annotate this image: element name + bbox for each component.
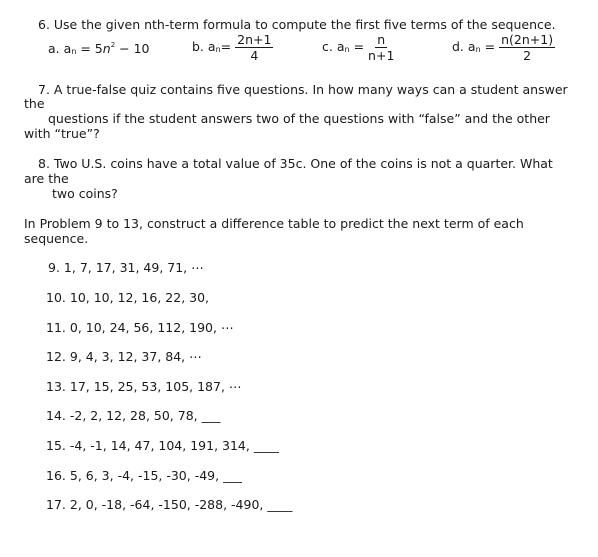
formula-b [192, 33, 273, 62]
problem-number: 13. [46, 379, 66, 394]
formula-d-numerator: n(2n+1) [501, 32, 554, 47]
problem-15 [46, 438, 279, 453]
formula-d-denominator: 2 [523, 48, 532, 64]
formula-a-a: a [63, 41, 72, 56]
formula-c-numerator: n [377, 32, 386, 47]
problem-number: 10. [46, 290, 66, 305]
problem-number: 9. [48, 260, 60, 275]
formula-a-exp: 2 [110, 41, 116, 49]
question-7-line-4: with “true”? [24, 126, 100, 141]
formula-b-sub: n [215, 45, 221, 55]
formula-c-denominator: n+1 [368, 48, 395, 64]
formula-a-rest: − 10 [115, 41, 150, 56]
formula-c-sub: n [344, 45, 350, 55]
instructions-line-2: sequence. [24, 231, 89, 246]
problem-sequence: 17, 15, 25, 53, 105, 187, ⋯ [69, 379, 242, 394]
problem-number: 12. [46, 349, 66, 364]
problem-11 [46, 320, 233, 335]
question-8-line-3: two coins? [52, 186, 118, 201]
formula-d-a: a [467, 39, 476, 55]
problem-sequence: 1, 7, 17, 31, 49, 71, ⋯ [63, 260, 204, 275]
problem-13 [46, 379, 241, 394]
formula-a-var: n [102, 41, 111, 56]
formula-b-a: a [207, 39, 216, 55]
problem-16 [46, 468, 242, 483]
problem-sequence: 2, 0, -18, -64, -150, -288, -490, ____ [69, 497, 293, 512]
formula-a-label: a. [48, 41, 60, 56]
formula-c [322, 33, 394, 62]
formula-c-label: c. [322, 39, 333, 55]
problem-14 [46, 408, 220, 423]
problem-sequence: 5, 6, 3, -4, -15, -30, -49, ___ [69, 468, 242, 483]
formula-c-eq: = [349, 39, 365, 55]
formula-d-sub: n [475, 45, 481, 55]
problem-number: 14. [46, 408, 66, 423]
instructions-line-1: In Problem 9 to 13, construct a difference table to predict the next term of each [24, 216, 524, 231]
question-6-prompt: 6. Use the given nth-term formula to compute the first five terms of the sequence. [38, 17, 556, 32]
question-7-line-3: questions if the student answers two of the questions with “false” and the other [48, 111, 550, 126]
formula-a-sub: n [71, 47, 77, 56]
problem-sequence: 0, 10, 24, 56, 112, 190, ⋯ [69, 320, 234, 335]
problem-number: 17. [46, 497, 66, 512]
formula-b-eq: = [220, 39, 232, 55]
formula-d-label: d. [452, 39, 464, 55]
question-8-line-1: 8. Two U.S. coins have a total value of 35c. One of the coins is not a quarter. What [38, 156, 553, 171]
problem-number: 11. [46, 320, 66, 335]
problem-sequence: -2, 2, 12, 28, 50, 78, ___ [69, 408, 221, 423]
problem-9 [48, 260, 204, 275]
formula-b-denominator: 4 [250, 48, 259, 64]
problem-17 [46, 497, 292, 512]
question-8-line-2: are the [24, 171, 69, 186]
formula-d-eq: = [480, 39, 496, 55]
formula-a [48, 41, 150, 56]
formula-d [452, 33, 555, 62]
problem-number: 15. [46, 438, 66, 453]
formula-c-fraction [368, 33, 394, 62]
problem-sequence: -4, -1, 14, 47, 104, 191, 314, ____ [69, 438, 279, 453]
formula-a-eq: = 5 [76, 41, 103, 56]
question-7-line-2: the [24, 96, 45, 111]
problem-sequence: 10, 10, 12, 16, 22, 30, [69, 290, 210, 305]
formula-b-fraction [235, 33, 273, 62]
formula-c-a: a [336, 39, 345, 55]
formula-b-numerator: 2n+1 [237, 32, 272, 47]
formula-d-fraction [499, 33, 555, 62]
problem-sequence: 9, 4, 3, 12, 37, 84, ⋯ [69, 349, 202, 364]
problem-10 [46, 290, 209, 305]
question-7-line-1: 7. A true-false quiz contains five questions. In how many ways can a student answer [38, 82, 568, 97]
formula-b-label: b. [192, 39, 204, 55]
problem-12 [46, 349, 202, 364]
problem-number: 16. [46, 468, 66, 483]
